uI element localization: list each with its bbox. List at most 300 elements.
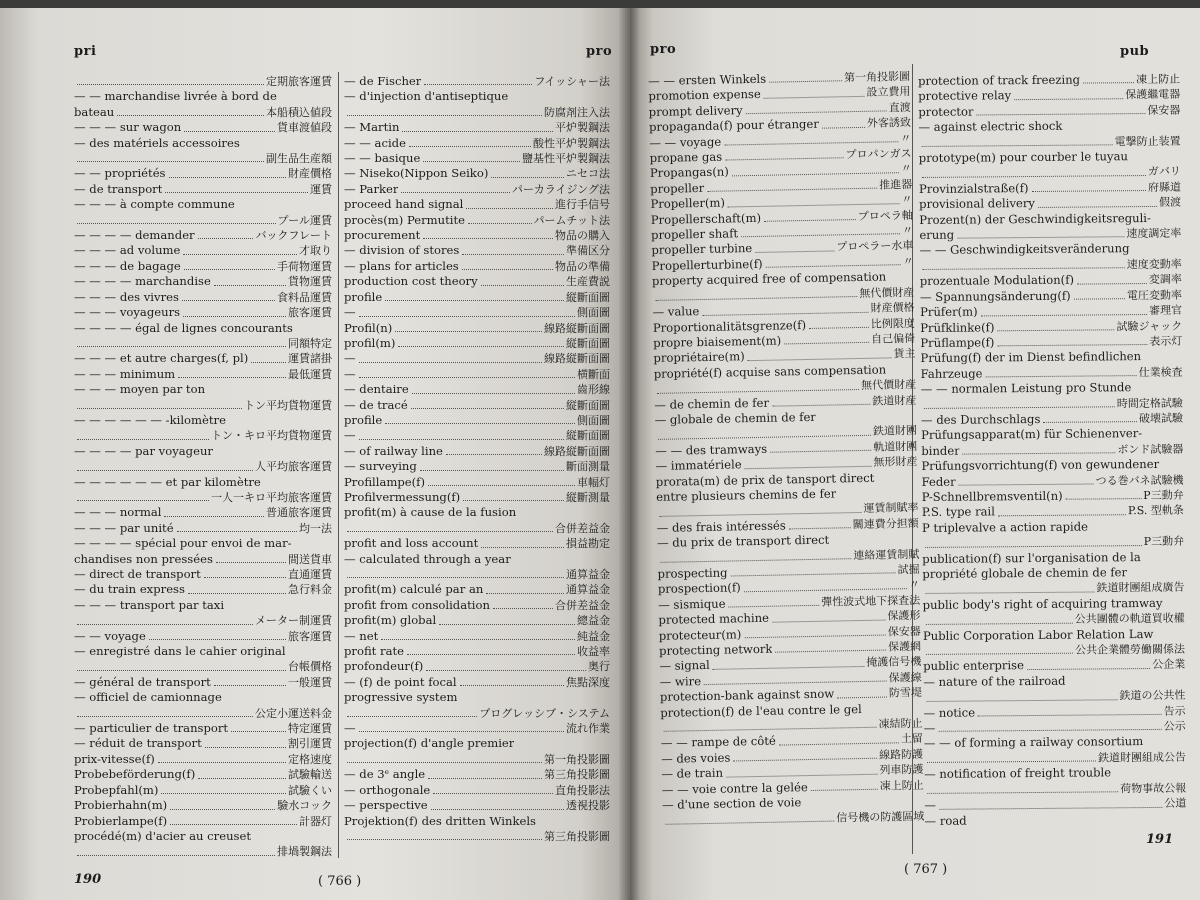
entry-translation: 運賃制賦率 xyxy=(863,501,919,516)
entry-translation: 線路縦斷面圖 xyxy=(544,352,610,366)
entry-translation: 軌道財團 xyxy=(873,439,918,454)
entry-term: profit rate xyxy=(344,644,404,659)
entry-translation: 定期旅客運賃 xyxy=(266,75,332,88)
leader-dots xyxy=(939,806,1162,809)
entry-term: procurement xyxy=(344,228,421,243)
leader-dots xyxy=(1083,83,1134,84)
entry-translation: 鹽基性平炉製鋼法 xyxy=(522,152,610,166)
leader-dots xyxy=(764,96,865,99)
entry-translation: 無代價財産 xyxy=(860,378,917,393)
entry-translation: 食料品運賃 xyxy=(277,290,332,304)
entry-term: protector xyxy=(918,104,974,119)
right-page-header-right: pub xyxy=(1120,44,1150,59)
dictionary-entry xyxy=(344,74,610,89)
entry-translation: 副生品生産額 xyxy=(266,152,332,166)
dictionary-entry xyxy=(344,752,610,767)
dictionary-entry xyxy=(74,459,332,474)
entry-translation: 防腐剤注入法 xyxy=(544,105,610,119)
entry-term: — Parker xyxy=(344,181,399,196)
entry-term: Propeller(m) xyxy=(650,195,726,212)
entry-translation: 縦斷面圖 xyxy=(566,290,610,304)
entry-translation: 側面圖 xyxy=(577,306,610,320)
entry-term: — de tracé xyxy=(344,397,408,412)
entry-translation: 比例限度 xyxy=(870,316,915,331)
entry-translation: プロパンガス xyxy=(845,146,912,162)
dictionary-entry xyxy=(344,536,610,551)
entry-term: — (f) de point focal xyxy=(344,674,457,689)
entry-translation: 保護網 xyxy=(887,639,922,654)
entry-translation: 試驗ジャック xyxy=(1116,319,1183,333)
entry-term: — — des tramways xyxy=(655,441,768,458)
entry-translation: 直角投影法 xyxy=(555,783,610,797)
dictionary-entry xyxy=(74,213,332,228)
dictionary-entry xyxy=(344,305,610,320)
entry-term: — d'une section de voie xyxy=(661,795,802,812)
dictionary-entry xyxy=(918,87,1180,105)
entry-term: — Martin xyxy=(344,120,400,135)
entry-translation: 通算益金 xyxy=(566,568,610,581)
entry-term: entre plusieurs chemins de fer xyxy=(655,486,837,504)
leader-dots xyxy=(77,716,253,717)
leader-dots xyxy=(385,423,575,424)
leader-dots xyxy=(926,699,1117,702)
dictionary-entry xyxy=(74,521,332,536)
dictionary-entry xyxy=(922,503,1184,521)
entry-translation: 貨車渡値段 xyxy=(277,121,332,135)
entry-translation: 鉄道の公共性 xyxy=(1119,688,1186,703)
dictionary-entry xyxy=(344,582,610,597)
entry-term: — — ersten Winkels xyxy=(648,71,767,88)
entry-term: — des matériels accessoires xyxy=(74,135,240,150)
dictionary-entry xyxy=(74,228,332,243)
entry-term: propriété(f) acquise sans compensation xyxy=(653,362,887,381)
entry-translation: 均一法 xyxy=(299,521,332,535)
leader-dots xyxy=(412,393,575,394)
dictionary-entry xyxy=(74,413,332,428)
entry-term: — net xyxy=(344,628,379,643)
leader-dots xyxy=(772,619,885,622)
entry-translation: 計器灯 xyxy=(299,814,332,828)
entry-term: Probebeförderung(f) xyxy=(74,767,196,782)
entry-term: Profilvermessung(f) xyxy=(344,489,461,504)
entry-translation: 保護形 xyxy=(887,609,921,623)
entry-term: profit(m) calculé par an xyxy=(344,582,484,597)
leader-dots xyxy=(183,254,297,255)
leader-dots xyxy=(766,264,901,268)
dictionary-entry xyxy=(74,243,332,258)
entry-term: — nature of the railroad xyxy=(923,673,1066,689)
entry-translation: 審理官 xyxy=(1149,303,1183,318)
entry-term: — plans for articles xyxy=(344,258,459,273)
leader-dots xyxy=(177,531,297,532)
entry-term: bateau xyxy=(74,104,115,119)
leader-dots xyxy=(347,577,564,578)
entry-translation: 時間定格試驗 xyxy=(1116,396,1183,410)
entry-translation: 信号機の防護區域 xyxy=(836,809,925,825)
leader-dots xyxy=(664,727,877,732)
entry-translation: 急行料金 xyxy=(288,583,332,597)
entry-term: Probierhahn(m) xyxy=(74,798,168,813)
leader-dots xyxy=(1027,668,1150,670)
entry-term: P.S. type rail xyxy=(921,504,995,520)
dictionary-entry xyxy=(920,257,1182,275)
dictionary-entry xyxy=(344,228,610,243)
left-folio: 190 xyxy=(74,872,102,887)
leader-dots xyxy=(779,742,899,745)
entry-term: protection(f) de l'eau contre le gel xyxy=(660,701,862,720)
leader-dots xyxy=(922,175,1146,178)
dictionary-entry xyxy=(74,613,332,628)
entry-translation: 保護繼電器 xyxy=(1125,88,1181,102)
left-page-number: ( 766 ) xyxy=(318,874,362,889)
entry-translation: 公定小運送料金 xyxy=(255,706,332,720)
entry-term: — réduit de transport xyxy=(74,736,202,751)
dictionary-entry xyxy=(344,567,610,582)
entry-term: — — of forming a railway consortium xyxy=(923,734,1144,751)
leader-dots xyxy=(446,454,542,455)
dictionary-entry xyxy=(74,166,332,181)
right-page-header-left: pro xyxy=(650,42,677,57)
entry-term: — against electric shock xyxy=(918,118,1063,135)
entry-translation: 線路縦斷面圖 xyxy=(544,321,610,335)
entry-term: — — — et autre charges(f, pl) xyxy=(74,351,249,366)
entry-term: — — — transport par taxi xyxy=(74,597,225,612)
dictionary-entry xyxy=(344,321,610,336)
leader-dots xyxy=(655,296,857,301)
leader-dots xyxy=(772,404,870,407)
leader-dots xyxy=(926,653,1073,655)
dictionary-entry xyxy=(344,690,610,705)
entry-translation: 凍上防止 xyxy=(879,778,924,793)
entry-term: profile xyxy=(344,289,383,304)
entry-translation: 縦斷測量 xyxy=(566,490,610,504)
leader-dots xyxy=(77,624,253,625)
entry-translation: 〃 xyxy=(901,224,914,238)
entry-term: protection of track freezing xyxy=(918,72,1081,88)
entry-translation: 速度変動率 xyxy=(1126,257,1182,272)
entry-term: protective relay xyxy=(918,88,1012,104)
leader-dots xyxy=(809,327,869,329)
dictionary-entry xyxy=(74,582,332,597)
entry-translation: P三動弁 xyxy=(1143,534,1185,549)
entry-translation: つる巻バネ試驗機 xyxy=(1095,473,1184,488)
entry-translation: 物品の準備 xyxy=(555,259,610,273)
entry-term: Projektion(f) des dritten Winkels xyxy=(344,813,536,828)
dictionary-entry xyxy=(344,798,610,813)
dictionary-entry xyxy=(74,536,332,551)
entry-translation: バックフレート xyxy=(255,229,332,243)
leader-dots xyxy=(77,408,242,409)
entry-translation: トン・キロ平均貨物運賃 xyxy=(211,429,332,443)
entry-term: procédé(m) d'acier au creuset xyxy=(74,828,252,843)
entry-translation: 排堝製鋼法 xyxy=(277,845,332,859)
entry-translation: 線路縦斷面圖 xyxy=(544,444,610,458)
leader-dots xyxy=(347,762,542,763)
entry-translation: 公企業 xyxy=(1152,658,1186,672)
dictionary-entry xyxy=(74,351,332,366)
dictionary-entry xyxy=(922,534,1184,552)
leader-dots xyxy=(481,547,564,548)
leader-dots xyxy=(725,158,843,161)
leader-dots xyxy=(744,635,885,639)
leader-dots xyxy=(466,208,553,209)
leader-dots xyxy=(704,681,887,686)
entry-term: — value xyxy=(652,304,700,320)
leader-dots xyxy=(491,177,564,178)
entries-column-3 xyxy=(648,69,924,829)
dictionary-entry xyxy=(74,644,332,659)
entry-translation: 試驗くい xyxy=(288,783,332,797)
leader-dots xyxy=(926,622,1073,624)
leader-dots xyxy=(77,223,276,224)
dictionary-entry xyxy=(344,336,610,351)
entry-translation: 凍結防止 xyxy=(878,716,923,731)
entry-term: Proportionalitätsgrenze(f) xyxy=(652,317,807,335)
leader-dots xyxy=(769,81,842,83)
leader-dots xyxy=(481,285,564,286)
entry-term: — — — voyageurs xyxy=(74,305,181,320)
leader-dots xyxy=(746,111,887,115)
entry-term: property acquired free of compensation xyxy=(651,269,887,289)
dictionary-entry xyxy=(74,398,332,413)
leader-dots xyxy=(198,238,254,239)
leader-dots xyxy=(359,731,564,732)
entry-term: — officiel de camionnage xyxy=(74,690,222,705)
leader-dots xyxy=(728,203,900,207)
entry-term: — — — — — — -kilomètre xyxy=(74,412,226,427)
entry-term: prix-vitesse(f) xyxy=(74,751,155,766)
left-page-header-right: pro xyxy=(586,44,613,59)
leader-dots xyxy=(713,666,865,670)
leader-dots xyxy=(439,624,575,625)
entry-translation: 進行手信号 xyxy=(555,198,610,212)
entry-term: — xyxy=(344,351,356,366)
entry-translation: P.S. 型軌条 xyxy=(1127,504,1184,518)
entry-translation: 車幅灯 xyxy=(577,475,610,489)
leader-dots xyxy=(205,747,286,748)
leader-dots xyxy=(923,267,1125,270)
leader-dots xyxy=(729,605,820,608)
entries-column-2 xyxy=(344,74,610,844)
entry-translation: 保護線 xyxy=(888,670,922,685)
entry-term: — signal xyxy=(659,658,710,674)
entry-translation: 直渡 xyxy=(888,100,911,115)
entry-translation: 鉄道財團組成公告 xyxy=(1097,750,1187,765)
leader-dots xyxy=(981,314,1147,316)
entry-translation: 運賃 xyxy=(310,182,332,196)
entry-translation: 表示灯 xyxy=(1149,334,1183,348)
entry-translation: 本船積込値段 xyxy=(266,105,332,119)
entry-translation: 鉄道財團 xyxy=(872,424,918,439)
entry-translation: 齒形線 xyxy=(577,383,610,397)
entry-translation: プログレッシブ・システム xyxy=(479,706,610,720)
entry-translation: P三動弁 xyxy=(1143,488,1184,503)
entry-term: — xyxy=(344,366,356,381)
dictionary-entry xyxy=(344,736,610,751)
leader-dots xyxy=(359,377,575,378)
entry-term: — des Durchschlags xyxy=(920,411,1041,427)
entry-term: — — — minimum xyxy=(74,366,176,381)
entry-translation: 普通旅客運賃 xyxy=(266,506,332,520)
dictionary-entry xyxy=(74,798,332,813)
entry-translation: 流れ作業 xyxy=(566,722,610,736)
entry-term: — du prix de transport direct xyxy=(656,532,830,551)
entry-translation: 縦斷面圖 xyxy=(566,336,610,350)
entry-translation: 側面圖 xyxy=(577,413,610,427)
dictionary-entry xyxy=(74,659,332,674)
leader-dots xyxy=(998,514,1126,516)
entry-term: projection(f) d'angle premier xyxy=(344,736,515,751)
leader-dots xyxy=(428,778,542,779)
entry-translation: ボンド試驗器 xyxy=(1117,442,1184,457)
entry-term: — division of stores xyxy=(344,243,460,258)
leader-dots xyxy=(169,177,286,178)
leader-dots xyxy=(732,172,899,176)
dictionary-entry xyxy=(74,120,332,135)
leader-dots xyxy=(77,84,264,85)
leader-dots xyxy=(804,804,922,806)
leader-dots xyxy=(924,406,1115,409)
entry-translation: 電圧変動率 xyxy=(1126,288,1182,302)
entry-term: chandises non pressées xyxy=(74,551,213,566)
leader-dots xyxy=(359,316,575,317)
leader-dots xyxy=(402,131,553,132)
entry-term: — — — à compte commune xyxy=(74,197,235,212)
entry-term: Propellerturbine(f) xyxy=(651,256,763,273)
leader-dots xyxy=(1069,684,1184,685)
entry-term: Profil(n) xyxy=(344,320,393,335)
entry-term: profit and loss account xyxy=(344,536,479,551)
entry-term: public enterprise xyxy=(923,658,1025,674)
leader-dots xyxy=(184,131,275,132)
dictionary-entry xyxy=(74,259,332,274)
entry-term: Provinzialstraße(f) xyxy=(918,180,1029,196)
entry-translation: 推進器 xyxy=(879,177,913,192)
dictionary-entry xyxy=(924,750,1186,768)
entry-translation: 貨物運賃 xyxy=(288,275,332,289)
entry-translation: 手荷物運賃 xyxy=(277,259,332,273)
entry-translation: 最低運賃 xyxy=(288,367,332,381)
dictionary-entry xyxy=(344,490,610,505)
dictionary-entry xyxy=(74,598,332,613)
entry-term: — of railway line xyxy=(344,443,443,458)
entry-term: prorata(m) de prix de tansport direct xyxy=(655,470,875,489)
entry-translation: 試驗輸送 xyxy=(288,768,332,782)
leader-dots xyxy=(775,650,886,653)
dictionary-entry xyxy=(344,197,610,212)
dictionary-entry xyxy=(344,398,610,413)
leader-dots xyxy=(789,527,851,529)
entry-term: Propellerschaft(m) xyxy=(650,210,762,227)
entry-translation: 縦斷面圖 xyxy=(566,398,610,412)
entry-term: prospection(f) xyxy=(657,580,741,597)
leader-dots xyxy=(865,712,920,713)
leader-dots xyxy=(198,778,286,779)
leader-dots xyxy=(959,483,1094,485)
leader-dots xyxy=(428,485,575,486)
leader-dots xyxy=(77,855,275,856)
entry-term: Prüfer(m) xyxy=(920,304,978,320)
entry-term: — de chemin de fer xyxy=(654,395,770,412)
entry-term: proceed hand signal xyxy=(344,197,464,212)
entry-translation: 假渡 xyxy=(1159,195,1182,210)
entry-translation: 旅客運賃 xyxy=(288,306,332,320)
dictionary-entry xyxy=(344,444,610,459)
leader-dots xyxy=(117,115,264,116)
entry-term: — immatériele xyxy=(655,457,742,474)
entry-term: — calculated through a year xyxy=(344,551,511,566)
dictionary-entry xyxy=(923,688,1185,706)
entry-translation: 凍上防止 xyxy=(1136,72,1181,87)
entry-term: — du train express xyxy=(74,582,185,597)
leader-dots xyxy=(1038,206,1157,208)
entry-term: — surveying xyxy=(344,459,417,474)
entry-translation: 公道 xyxy=(1164,796,1187,810)
dictionary-entry xyxy=(344,675,610,690)
leader-dots xyxy=(77,470,253,471)
entry-term: — d'injection d'antiseptique xyxy=(344,89,509,104)
dictionary-entry xyxy=(74,274,332,289)
leader-dots xyxy=(1014,98,1123,100)
leader-dots xyxy=(411,408,564,409)
entry-translation: 平炉製鋼法 xyxy=(555,121,610,135)
entry-term: production cost theory xyxy=(344,274,478,289)
entry-translation: プール運賃 xyxy=(277,213,332,227)
leader-dots xyxy=(347,115,542,116)
entry-term: binder xyxy=(921,443,960,458)
entry-translation: 旅客運賃 xyxy=(288,629,332,643)
entry-term: — — — de bagage xyxy=(74,258,181,273)
entry-term: — xyxy=(344,305,356,320)
entry-translation: プロペラー水車 xyxy=(836,239,914,254)
entry-term: prompt delivery xyxy=(648,103,743,119)
dictionary-entry xyxy=(344,413,610,428)
leader-dots xyxy=(927,791,1118,794)
leader-dots xyxy=(424,84,532,85)
entry-translation: 土留 xyxy=(900,732,923,746)
dictionary-entry xyxy=(344,598,610,613)
entry-term: Probierlampe(f) xyxy=(74,813,168,828)
dictionary-entry xyxy=(74,567,332,582)
leader-dots xyxy=(347,716,477,717)
leader-dots xyxy=(1077,283,1147,285)
entries-column-4 xyxy=(918,72,1187,829)
entry-term: prototype(m) pour courber le tuyau xyxy=(918,149,1128,166)
leader-dots xyxy=(1043,421,1137,423)
entry-term: — de transport xyxy=(74,181,163,196)
dictionary-entry xyxy=(74,336,332,351)
entry-term: Prüfungsvorrichtung(f) von gewundener xyxy=(921,457,1160,474)
entry-term: profit from consolidation xyxy=(344,597,490,612)
entry-term: — notice xyxy=(923,705,976,720)
entry-term: — — — normal xyxy=(74,505,162,520)
entry-translation: 鉄道財産 xyxy=(872,393,917,408)
entry-term: protection-bank against snow xyxy=(659,686,835,705)
entry-translation: 鉄道財團組成廣告 xyxy=(1096,581,1185,595)
entry-term: Propangas(n) xyxy=(649,164,729,181)
leader-dots xyxy=(216,562,286,563)
dictionary-entry xyxy=(74,475,332,490)
leader-dots xyxy=(822,126,865,128)
entry-translation: 純益金 xyxy=(577,629,610,643)
leader-dots xyxy=(251,362,286,363)
entry-term: profondeur(f) xyxy=(344,659,424,674)
entry-term: — — Geschwindigkeitsveränderung xyxy=(919,241,1130,258)
dictionary-entry xyxy=(344,721,610,736)
entry-translation: 無代價財産 xyxy=(859,285,915,300)
entry-translation: 割引運賃 xyxy=(288,737,332,751)
dictionary-entry xyxy=(344,151,610,166)
